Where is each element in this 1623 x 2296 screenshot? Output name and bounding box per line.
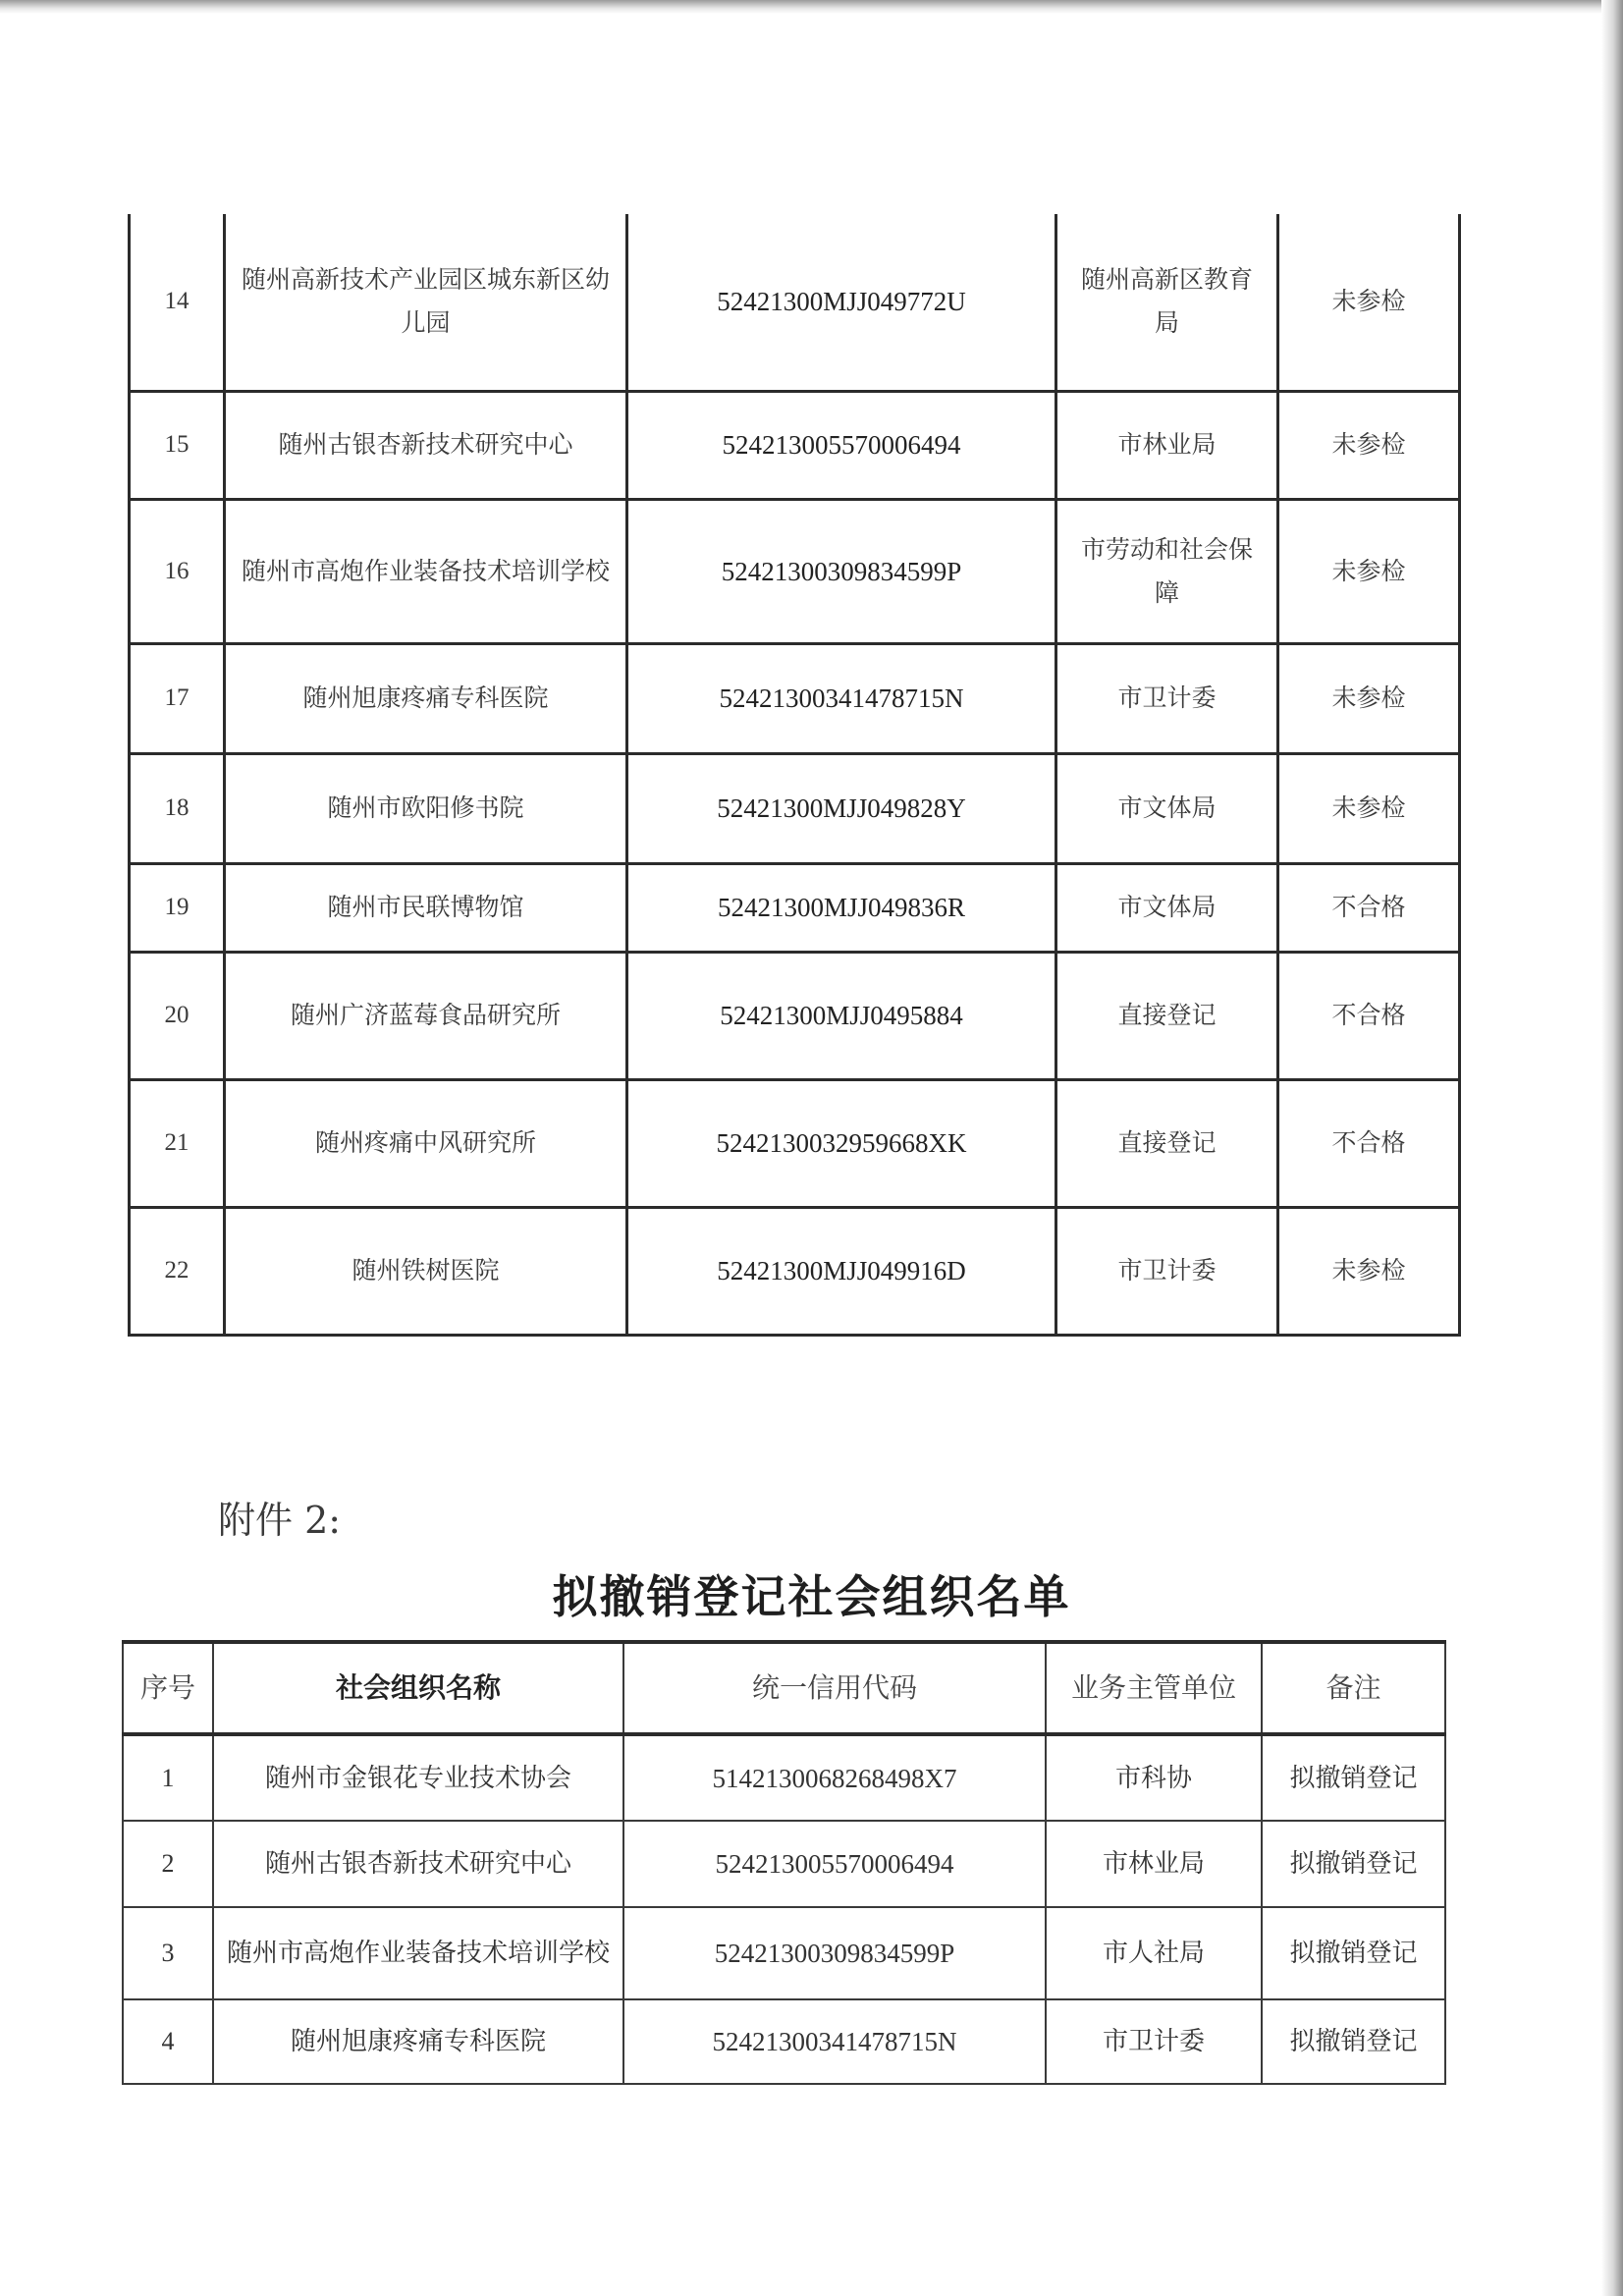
inspection-status: 未参检 xyxy=(1278,753,1460,863)
org-name: 随州广济蓝莓食品研究所 xyxy=(225,952,627,1079)
credit-code: 52421300309834599P xyxy=(623,1907,1046,1999)
header-note: 备注 xyxy=(1262,1642,1445,1734)
table-row xyxy=(130,499,1460,643)
row-seq: 15 xyxy=(130,391,225,499)
inspection-status: 未参检 xyxy=(1278,643,1460,753)
org-name: 随州铁树医院 xyxy=(225,1207,627,1335)
org-name: 随州古银杏新技术研究中心 xyxy=(213,1821,623,1907)
table-row xyxy=(130,753,1460,863)
org-name: 随州疼痛中风研究所 xyxy=(225,1079,627,1207)
attachment-label: 附件 2: xyxy=(218,1499,342,1542)
supervising-unit: 市文体局 xyxy=(1056,753,1278,863)
header-supervising-unit: 业务主管单位 xyxy=(1046,1642,1262,1734)
table-row xyxy=(130,863,1460,952)
table-row xyxy=(123,1734,1445,1821)
supervising-unit: 市科协 xyxy=(1046,1734,1262,1821)
inspection-status: 不合格 xyxy=(1278,863,1460,952)
credit-code: 5242130032959668XK xyxy=(627,1079,1056,1207)
org-name: 随州市高炮作业装备技术培训学校 xyxy=(225,499,627,643)
row-seq: 20 xyxy=(130,952,225,1079)
credit-code: 52421300341478715N xyxy=(623,1999,1046,2084)
table-row xyxy=(130,643,1460,753)
row-seq: 22 xyxy=(130,1207,225,1335)
inspection-table xyxy=(128,214,1458,1337)
supervising-unit: 市卫计委 xyxy=(1056,643,1278,753)
row-seq: 1 xyxy=(123,1734,213,1821)
row-seq: 2 xyxy=(123,1821,213,1907)
row-seq: 16 xyxy=(130,499,225,643)
inspection-status: 不合格 xyxy=(1278,1079,1460,1207)
row-seq: 19 xyxy=(130,863,225,952)
table-row xyxy=(130,952,1460,1079)
credit-code: 52421300MJJ0495884 xyxy=(627,952,1056,1079)
row-seq: 21 xyxy=(130,1079,225,1207)
org-name: 随州高新技术产业园区城东新区幼儿园 xyxy=(225,214,627,391)
note: 拟撤销登记 xyxy=(1262,1999,1445,2084)
table-header-row xyxy=(123,1642,1445,1734)
inspection-status: 不合格 xyxy=(1278,952,1460,1079)
row-seq: 4 xyxy=(123,1999,213,2084)
inspection-status: 未参检 xyxy=(1278,391,1460,499)
credit-code: 52421300MJJ049772U xyxy=(627,214,1056,391)
supervising-unit: 市卫计委 xyxy=(1056,1207,1278,1335)
supervising-unit: 市人社局 xyxy=(1046,1907,1262,1999)
credit-code: 5142130068268498X7 xyxy=(623,1734,1046,1821)
supervising-unit: 随州高新区教育局 xyxy=(1056,214,1278,391)
supervising-unit: 直接登记 xyxy=(1056,952,1278,1079)
credit-code: 52421300341478715N xyxy=(627,643,1056,753)
row-seq: 14 xyxy=(130,214,225,391)
table-row xyxy=(130,1207,1460,1335)
deregistration-table xyxy=(122,1640,1444,2085)
org-name: 随州市金银花专业技术协会 xyxy=(213,1734,623,1821)
header-credit-code: 统一信用代码 xyxy=(623,1642,1046,1734)
org-name: 随州市欧阳修书院 xyxy=(225,753,627,863)
table-row xyxy=(123,1821,1445,1907)
row-seq: 3 xyxy=(123,1907,213,1999)
credit-code: 524213005570006494 xyxy=(623,1821,1046,1907)
note: 拟撤销登记 xyxy=(1262,1734,1445,1821)
note: 拟撤销登记 xyxy=(1262,1907,1445,1999)
org-name: 随州市民联博物馆 xyxy=(225,863,627,952)
inspection-status: 未参检 xyxy=(1278,499,1460,643)
supervising-unit: 市卫计委 xyxy=(1046,1999,1262,2084)
credit-code: 52421300MJJ049828Y xyxy=(627,753,1056,863)
supervising-unit: 市林业局 xyxy=(1046,1821,1262,1907)
header-org-name: 社会组织名称 xyxy=(213,1642,623,1734)
table-row xyxy=(123,1999,1445,2084)
note: 拟撤销登记 xyxy=(1262,1821,1445,1907)
table-row xyxy=(130,214,1460,391)
header-seq: 序号 xyxy=(123,1642,213,1734)
table-row xyxy=(130,391,1460,499)
org-name: 随州旭康疼痛专科医院 xyxy=(213,1999,623,2084)
supervising-unit: 市林业局 xyxy=(1056,391,1278,499)
scan-edge-right xyxy=(1601,0,1623,2296)
table-row xyxy=(123,1907,1445,1999)
org-name: 随州市高炮作业装备技术培训学校 xyxy=(213,1907,623,1999)
credit-code: 52421300MJJ049836R xyxy=(627,863,1056,952)
table-row xyxy=(130,1079,1460,1207)
credit-code: 524213005570006494 xyxy=(627,391,1056,499)
org-name: 随州古银杏新技术研究中心 xyxy=(225,391,627,499)
supervising-unit: 直接登记 xyxy=(1056,1079,1278,1207)
row-seq: 17 xyxy=(130,643,225,753)
row-seq: 18 xyxy=(130,753,225,863)
credit-code: 52421300309834599P xyxy=(627,499,1056,643)
org-name: 随州旭康疼痛专科医院 xyxy=(225,643,627,753)
scan-edge-top xyxy=(0,0,1623,14)
supervising-unit: 市文体局 xyxy=(1056,863,1278,952)
page-title: 拟撤销登记社会组织名单 xyxy=(552,1570,1071,1623)
supervising-unit: 市劳动和社会保障 xyxy=(1056,499,1278,643)
inspection-status: 未参检 xyxy=(1278,214,1460,391)
inspection-status: 未参检 xyxy=(1278,1207,1460,1335)
credit-code: 52421300MJJ049916D xyxy=(627,1207,1056,1335)
